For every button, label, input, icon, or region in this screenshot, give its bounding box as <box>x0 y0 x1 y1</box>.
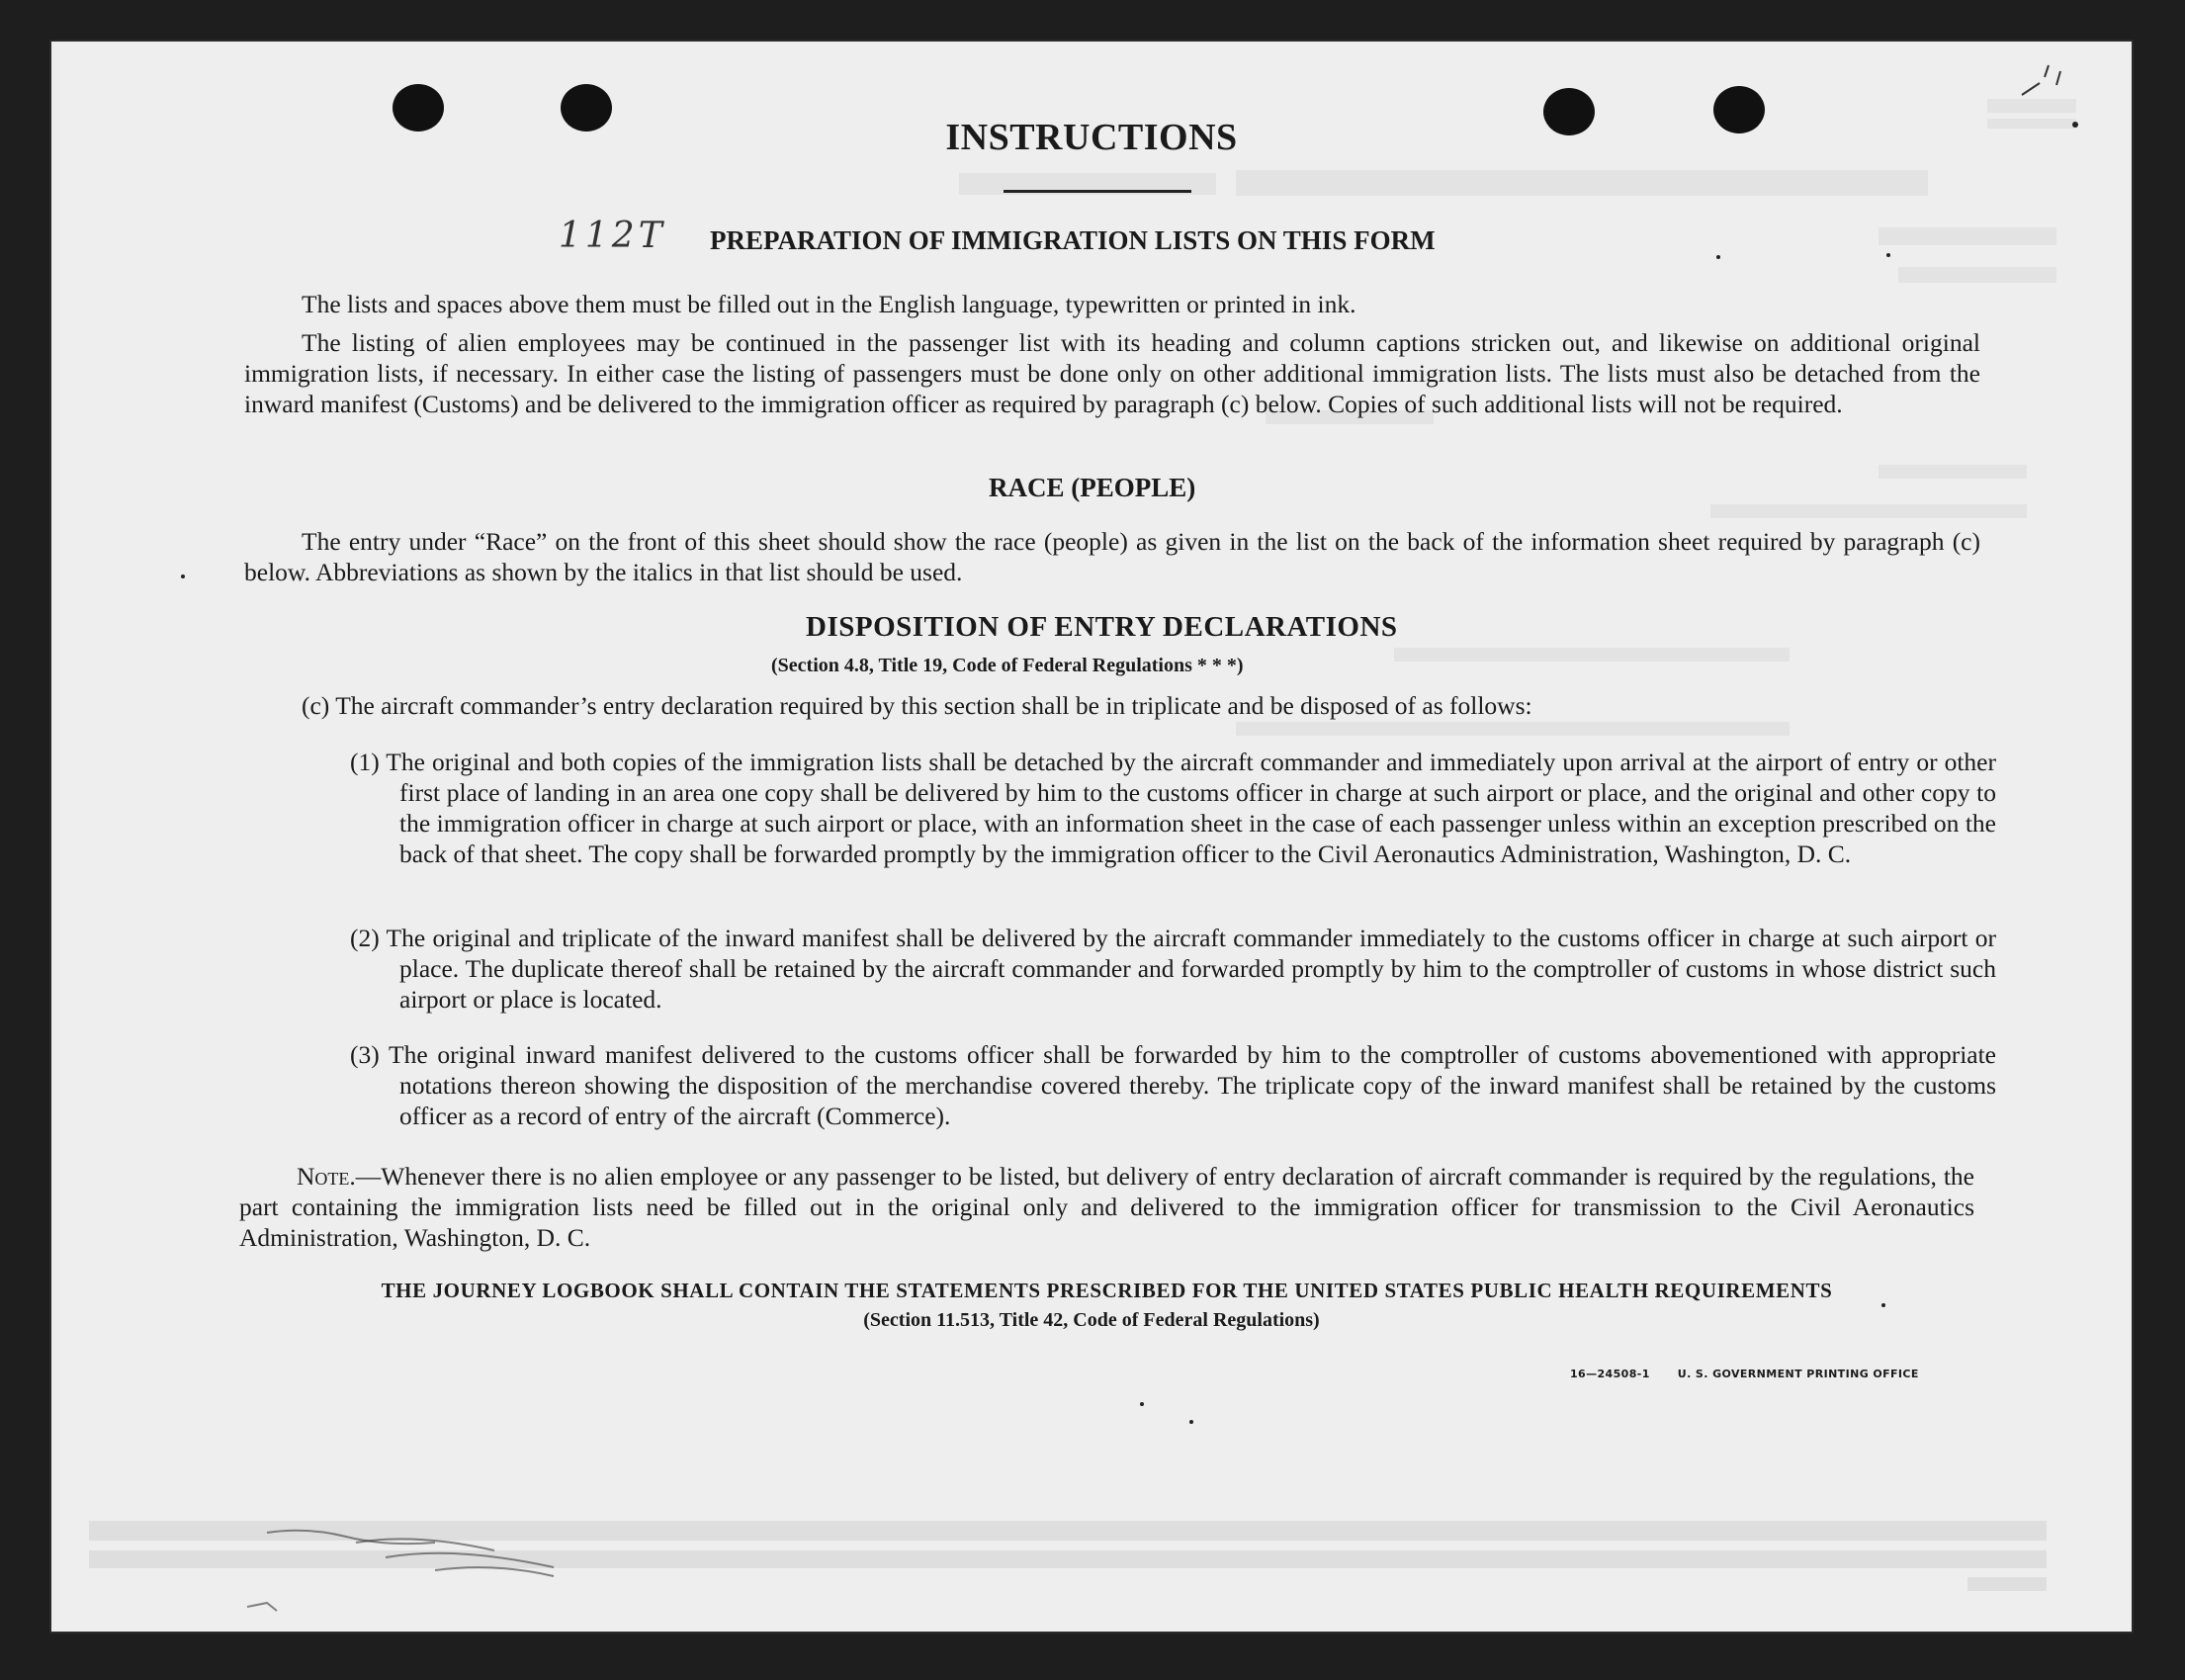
disposition-intro: (c) The aircraft commander’s entry declaration required by this section shall be in triplicate and be disposed of as follows: <box>302 691 1532 720</box>
logbook-citation: (Section 11.513, Title 42, Code of Federal Regulations) <box>863 1309 1320 1331</box>
page-title: INSTRUCTIONS <box>945 117 1238 158</box>
printer-imprint <box>1570 1368 1919 1380</box>
note-text: —Whenever there is no alien employee or any passenger to be listed, but delivery of entry declaration of aircraft commander is required by the regulations, the part containing the immigration lists need be filled out in the original only and delivered to the immigration officer for transmission to the Civil Aeronautics Administration, Washington, D. C. <box>239 1162 1974 1252</box>
title-underline <box>1004 190 1191 193</box>
smudge-marks <box>237 1513 692 1622</box>
disposition-item-2: (2) The original and triplicate of the inward manifest shall be delivered by the aircraft commander immediately to the customs officer in charge at such airport or place. The duplicate thereof shall be retained by the aircraft commander and forwarded promptly by him to the comptroller of customs in whose district such airport or place is located. <box>350 924 1996 1014</box>
disposition-item-3: (3) The original inward manifest delivered to the customs officer shall be forwarded by him to the comptroller of customs abovementioned with appropriate notations thereon showing the disposition of the merchandise covered thereby. The triplicate copy of the inward manifest shall be retained by the customs officer as a record of entry of the aircraft (Commerce). <box>350 1040 1996 1130</box>
section-heading-disposition: DISPOSITION OF ENTRY DECLARATIONS <box>806 611 1398 643</box>
disposition-citation: (Section 4.8, Title 19, Code of Federal Regulations * * *) <box>771 655 1244 676</box>
printer-name: U. S. GOVERNMENT PRINTING OFFICE <box>1677 1368 1919 1380</box>
section-heading-preparation: PREPARATION OF IMMIGRATION LISTS ON THIS FORM <box>710 225 1436 255</box>
logbook-requirement: THE JOURNEY LOGBOOK SHALL CONTAIN THE STATEMENTS PRESCRIBED FOR THE UNITED STATES PUBLIC HEALTH REQUIREMENTS <box>381 1279 1833 1302</box>
form-number: 16—24508-1 <box>1570 1368 1650 1380</box>
note-paragraph <box>239 1161 1974 1253</box>
race-paragraph: The entry under “Race” on the front of this sheet should show the race (people) as given in the list on the back of the information sheet required by paragraph (c) below. Abbreviations as shown by the italics in that list should be used. <box>244 527 1980 586</box>
document-page <box>49 40 2134 1634</box>
preparation-paragraph-2: The listing of alien employees may be continued in the passenger list with its heading and column captions stricken out, and likewise on additional original immigration lists, if necessary. In either case the listing of passengers must be done only on other additional immigration lists. The lists must also be detached from the inward manifest (Customs) and be delivered to the immigration officer as required by paragraph (c) below. Copies of such additional lists will not be required. <box>244 328 1980 418</box>
disposition-item-1: (1) The original and both copies of the immigration lists shall be detached by the aircraft commander and immediately upon arrival at the airport of entry or other first place of landing in an area one copy shall be delivered by him to the customs officer in charge at such airport or place, and the original and other copy to the immigration officer in charge at such airport or place, with an information sheet in the case of each passenger unless within an exception prescribed on the back of that sheet. The copy shall be forwarded promptly by the immigration officer to the Civil Aeronautics Administration, Washington, D. C. <box>350 748 1996 868</box>
preparation-paragraph-1: The lists and spaces above them must be filled out in the English language, typewritten or printed in ink. <box>302 290 1356 318</box>
handwritten-annotation: 112T <box>559 216 666 256</box>
section-heading-race: RACE (PEOPLE) <box>989 473 1196 502</box>
note-label: Note. <box>297 1162 356 1191</box>
